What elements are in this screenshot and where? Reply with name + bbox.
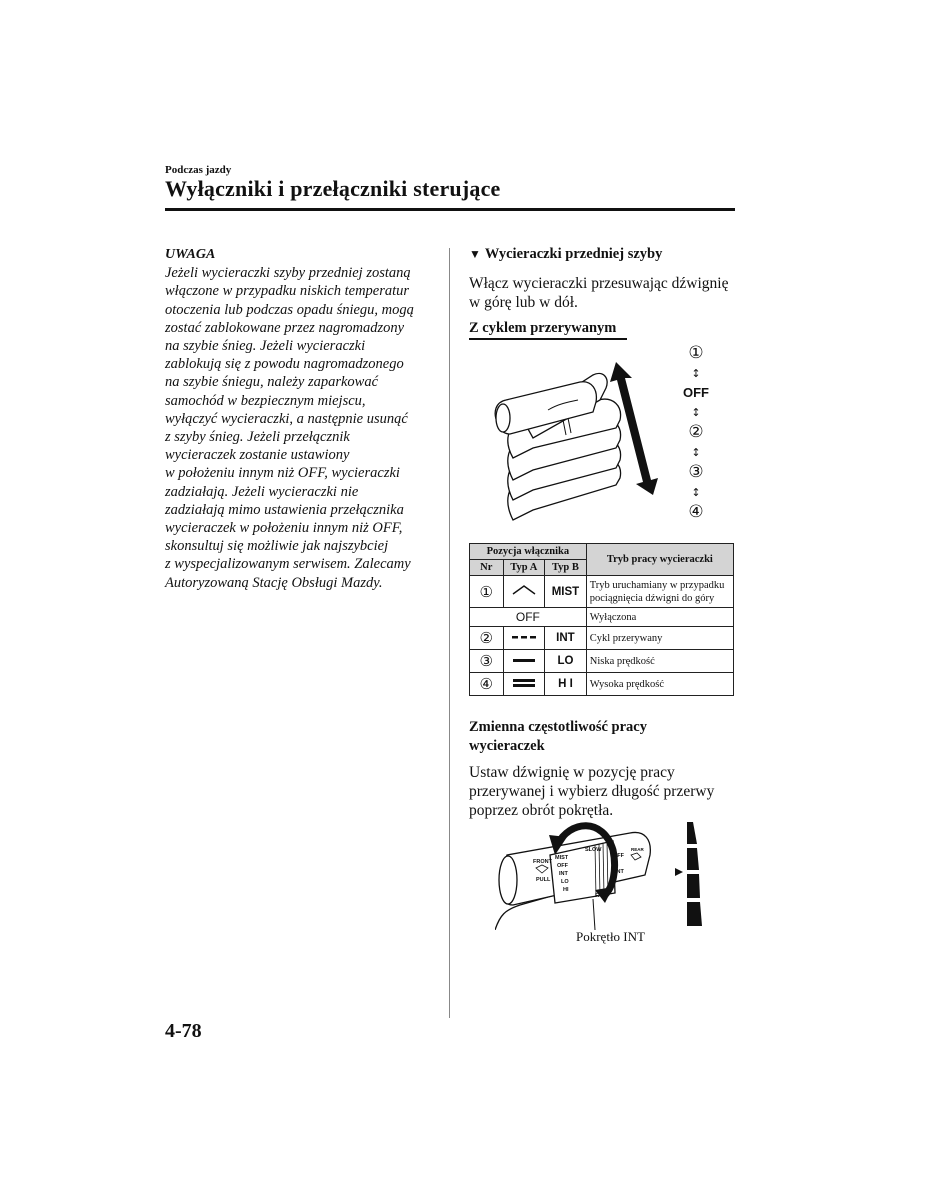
title-rule — [165, 208, 735, 211]
warning-line: otoczenia lub podczas opadu śniegu, mogą — [165, 301, 414, 318]
row-type-b: MIST — [545, 576, 587, 608]
page-title: Wyłączniki i przełączniki sterujące — [165, 176, 501, 201]
warning-line: wycieraczek zostanie ustawiony — [165, 447, 350, 464]
warning-line: na szybie śnieg. Jeżeli wycieraczki — [165, 338, 366, 355]
warning-heading: UWAGA — [165, 247, 216, 262]
row-type-b: H I — [545, 673, 587, 696]
heading-line: wycieraczek — [469, 738, 545, 754]
front-wiper-text — [469, 274, 728, 312]
row-type-b: LO — [545, 650, 587, 673]
body-line: Włącz wycieraczki przesuwając dźwignię — [469, 275, 729, 292]
front-wiper-heading-text: Wycieraczki przedniej szyby — [484, 246, 663, 262]
warning-line: na szybie śniegu, należy zaparkować — [165, 374, 379, 391]
column-divider — [449, 248, 450, 1018]
header-nr: Nr — [470, 560, 504, 576]
row-type-b: INT — [545, 627, 587, 650]
desc-line: Tryb uruchamiany w przypadku — [589, 579, 725, 591]
row-nr: ② — [470, 627, 504, 650]
row-nr: ③ — [470, 650, 504, 673]
warning-line: z szyby śnieg. Jeżeli przełącznik — [165, 429, 350, 446]
table-row — [470, 673, 734, 696]
position-1-label: ① — [688, 343, 704, 363]
interval-heading-underline — [469, 338, 627, 340]
warning-line: skonsultuj się możliwie jak najszybciej — [165, 538, 389, 555]
warning-line: w położeniu innym niż OFF, wycieraczki — [165, 465, 400, 482]
header-type-b: Typ B — [545, 560, 587, 576]
warning-line: z wyspecjalizowanym serwisem. Zalecamy — [165, 556, 411, 573]
updown-arrow-icon: ↕ — [691, 446, 701, 459]
row-desc: Wysoka prędkość — [586, 673, 733, 696]
wiper-stalk-illustration — [488, 360, 668, 530]
stalk-label-front: FRONT — [533, 859, 552, 865]
lo-symbol-icon — [503, 650, 545, 673]
stalk-label-fast: FAST — [595, 893, 610, 899]
row-nr: ④ — [470, 673, 504, 696]
row-off: OFF — [470, 608, 587, 627]
table-row — [470, 608, 734, 627]
body-line: Ustaw dźwignię w pozycję pracy — [469, 764, 675, 781]
header-type-a: Typ A — [503, 560, 545, 576]
stalk-label-lo: LO — [561, 879, 569, 885]
warning-line: włączone w przypadku niskich temperatur — [165, 283, 410, 300]
table-row — [470, 576, 734, 608]
frequency-heading — [469, 718, 647, 756]
warning-line: samochód w bezpiecznym miejscu, — [165, 392, 366, 409]
warning-line: zostać zablokowane przez nagromadzony — [165, 319, 405, 336]
warning-box — [165, 246, 435, 592]
row-desc: Wyłączona — [586, 608, 733, 627]
updown-arrow-icon: ↕ — [691, 406, 701, 419]
header-position: Pozycja włącznika — [470, 544, 587, 560]
page-number: 4-78 — [165, 1020, 202, 1042]
warning-line: zablokują się z powodu nagromadzonego — [165, 356, 404, 373]
warning-line: Jeżeli wycieraczki szyby przedniej zostaną — [165, 265, 411, 282]
stalk-label-int-rear: INT — [615, 869, 624, 875]
table-row — [470, 650, 734, 673]
triangle-down-icon: ▼ — [469, 247, 481, 261]
stalk-label-pull: PULL — [536, 877, 551, 883]
warning-line: zadziałają. Jeżeli wycieraczki nie — [165, 483, 359, 500]
body-line: przerywanej i wybierz długość przerwy — [469, 783, 715, 800]
position-3-label: ③ — [688, 462, 704, 482]
row-desc: Niska prędkość — [586, 650, 733, 673]
position-4-label: ④ — [688, 502, 704, 522]
hi-symbol-icon — [503, 673, 545, 696]
stalk-label-hi: HI — [563, 887, 569, 893]
table-header-row — [470, 544, 734, 560]
table-row — [470, 627, 734, 650]
front-wiper-heading — [469, 246, 662, 263]
stalk-label-rear: REAR — [631, 847, 644, 852]
interval-heading: Z cyklem przerywanym — [469, 320, 617, 336]
stalk-label-slow: SLOW — [585, 847, 602, 853]
stalk-label-int: INT — [559, 871, 568, 877]
warning-line: wycieraczek w położeniu innym niż OFF, — [165, 520, 403, 537]
stalk-label-mist: MIST — [555, 855, 569, 861]
position-off-label: OFF — [683, 385, 709, 400]
updown-arrow-icon: ↕ — [691, 486, 701, 499]
interval-intensity-icon — [675, 820, 705, 928]
lever-positions — [676, 343, 716, 523]
frequency-text — [469, 763, 714, 820]
section-label: Podczas jazdy — [165, 164, 232, 176]
desc-line: pociągnięcia dźwigni do góry — [589, 592, 715, 604]
int-symbol-icon — [503, 627, 545, 650]
int-knob-illustration — [495, 815, 665, 930]
row-desc: Cykl przerywany — [586, 627, 733, 650]
stalk-label-off: OFF — [557, 863, 568, 869]
updown-arrow-icon: ↕ — [691, 367, 701, 380]
wiper-mode-table — [469, 543, 734, 696]
mist-symbol-icon — [503, 576, 545, 608]
body-line: w górę lub w dół. — [469, 294, 578, 311]
knob-caption: Pokrętło INT — [576, 929, 645, 944]
warning-line: wyłączyć wycieraczki, a następnie usunąć — [165, 410, 408, 427]
row-desc — [586, 576, 733, 608]
header-mode: Tryb pracy wycieraczki — [586, 544, 733, 576]
body-line: poprzez obrót pokrętła. — [469, 802, 614, 819]
row-nr: ① — [470, 576, 504, 608]
position-2-label: ② — [688, 422, 704, 442]
heading-line: Zmienna częstotliwość pracy — [469, 719, 647, 735]
warning-line: zadziałają mimo ustawienia przełącznika — [165, 501, 404, 518]
stalk-label-off-rear: OFF — [613, 853, 624, 859]
warning-line: Autoryzowaną Stację Obsługi Mazdy. — [165, 574, 383, 591]
